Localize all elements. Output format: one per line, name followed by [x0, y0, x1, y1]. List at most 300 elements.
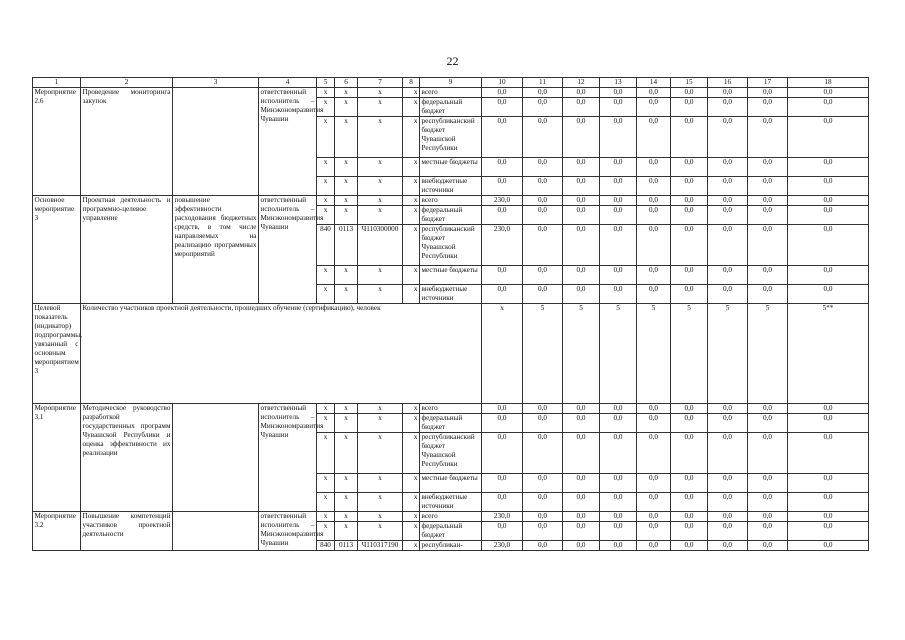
amount-cell: 0,0	[600, 474, 637, 493]
financing-source: внебюджетные источники	[420, 285, 482, 304]
budget-code: x	[317, 266, 335, 285]
financing-source: всего	[420, 512, 482, 522]
amount-cell: 0,0	[563, 225, 600, 266]
amount-cell: 0,0	[523, 225, 563, 266]
budget-code: x	[358, 512, 403, 522]
amount-cell: 0,0	[671, 512, 708, 522]
budget-code: x	[358, 433, 403, 474]
amount-cell: 0,0	[600, 206, 637, 225]
amount-cell: 0,0	[637, 285, 671, 304]
amount-cell: 0,0	[788, 225, 869, 266]
amount-cell: 0,0	[523, 117, 563, 158]
amount-cell: 0,0	[708, 196, 748, 206]
column-number: 17	[748, 78, 788, 88]
budget-code: x	[335, 206, 358, 225]
amount-cell: 0,0	[637, 206, 671, 225]
amount-cell: 0,0	[671, 158, 708, 177]
amount-cell: 0,0	[563, 158, 600, 177]
indicator-row	[33, 304, 869, 404]
budget-code: x	[403, 474, 420, 493]
amount-cell: 0,0	[637, 158, 671, 177]
budget-code: x	[403, 493, 420, 512]
budget-code: 840	[317, 225, 335, 266]
budget-code: x	[335, 88, 358, 98]
amount-cell: 0,0	[637, 88, 671, 98]
amount-cell: 0,0	[708, 206, 748, 225]
amount-cell: 0,0	[600, 285, 637, 304]
measure-executor: ответственный исполнитель – Минэкономразвития Чувашии	[259, 196, 317, 304]
financing-source: всего	[420, 404, 482, 414]
amount-cell: 0,0	[671, 177, 708, 196]
amount-cell: 0,0	[563, 522, 600, 541]
amount-cell: 230,0	[482, 512, 523, 522]
budget-code: x	[335, 177, 358, 196]
budget-code: x	[403, 158, 420, 177]
budget-code: x	[335, 196, 358, 206]
budget-code: x	[403, 88, 420, 98]
amount-cell: 0,0	[482, 206, 523, 225]
column-number: 6	[335, 78, 358, 88]
amount-cell: 0,0	[748, 541, 788, 551]
budget-code: x	[317, 433, 335, 474]
amount-cell: 0,0	[708, 493, 748, 512]
budget-code: x	[335, 117, 358, 158]
budget-code: x	[403, 512, 420, 522]
amount-cell: 0,0	[708, 522, 748, 541]
table-row	[33, 196, 869, 206]
amount-cell: 0,0	[523, 206, 563, 225]
amount-cell: 0,0	[600, 158, 637, 177]
financing-source: федеральный бюджет	[420, 522, 482, 541]
budget-code: x	[403, 266, 420, 285]
amount-cell: 0,0	[482, 117, 523, 158]
budget-code: x	[358, 88, 403, 98]
budget-code: x	[317, 206, 335, 225]
amount-cell: 0,0	[523, 512, 563, 522]
amount-cell: 0,0	[523, 404, 563, 414]
amount-cell: 0,0	[600, 404, 637, 414]
budget-code: x	[403, 433, 420, 474]
amount-cell: 0,0	[671, 414, 708, 433]
amount-cell: 0,0	[563, 414, 600, 433]
amount-cell: 0,0	[637, 493, 671, 512]
budget-code: x	[358, 404, 403, 414]
amount-cell: 0,0	[563, 493, 600, 512]
amount-cell: 0,0	[482, 474, 523, 493]
budget-code: x	[403, 98, 420, 117]
amount-cell: 0,0	[671, 196, 708, 206]
budget-code: x	[358, 196, 403, 206]
financing-source: местные бюджеты	[420, 266, 482, 285]
budget-code: x	[335, 285, 358, 304]
column-number: 2	[81, 78, 173, 88]
budget-code: x	[317, 88, 335, 98]
column-number: 9	[420, 78, 482, 88]
budget-code: 0113	[335, 541, 358, 551]
amount-cell: 0,0	[748, 433, 788, 474]
amount-cell: 0,0	[748, 225, 788, 266]
amount-cell: 0,0	[637, 414, 671, 433]
amount-cell: 0,0	[637, 433, 671, 474]
amount-cell: 0,0	[708, 117, 748, 158]
measure-executor: ответственный исполнитель – Минэкономразвития Чувашии	[259, 88, 317, 196]
budget-code: x	[403, 225, 420, 266]
amount-cell: 0,0	[671, 474, 708, 493]
amount-cell: 0,0	[788, 433, 869, 474]
amount-cell: 0,0	[748, 414, 788, 433]
amount-cell: 0,0	[600, 225, 637, 266]
column-number: 18	[788, 78, 869, 88]
budget-code: x	[335, 98, 358, 117]
amount-cell: 230,0	[482, 541, 523, 551]
amount-cell: 230,0	[482, 196, 523, 206]
budget-code: x	[317, 196, 335, 206]
amount-cell: 0,0	[600, 98, 637, 117]
amount-cell: 0,0	[523, 266, 563, 285]
amount-cell: 0,0	[788, 522, 869, 541]
column-number: 16	[708, 78, 748, 88]
amount-cell: 0,0	[637, 541, 671, 551]
amount-cell: 0,0	[563, 98, 600, 117]
financing-source: местные бюджеты	[420, 474, 482, 493]
amount-cell: 0,0	[708, 474, 748, 493]
amount-cell: 0,0	[748, 285, 788, 304]
measure-label: Мероприятие 3.1	[33, 404, 81, 512]
column-number: 8	[403, 78, 420, 88]
amount-cell: 0,0	[637, 404, 671, 414]
budget-code: x	[317, 512, 335, 522]
column-number: 13	[600, 78, 637, 88]
amount-cell: 0,0	[523, 196, 563, 206]
amount-cell: 0,0	[523, 414, 563, 433]
amount-cell: 0,0	[788, 474, 869, 493]
amount-cell: 0,0	[523, 474, 563, 493]
financing-source: республикан-	[420, 541, 482, 551]
amount-cell: 0,0	[523, 158, 563, 177]
amount-cell: 0,0	[600, 196, 637, 206]
amount-cell: 0,0	[563, 512, 600, 522]
budget-code: x	[317, 177, 335, 196]
column-number: 1	[33, 78, 81, 88]
amount-cell: 0,0	[788, 98, 869, 117]
budget-code: x	[335, 158, 358, 177]
amount-cell: 0,0	[671, 266, 708, 285]
amount-cell: 0,0	[482, 285, 523, 304]
amount-cell: 0,0	[600, 522, 637, 541]
amount-cell: 0,0	[671, 117, 708, 158]
amount-cell: 0,0	[748, 522, 788, 541]
amount-cell: 0,0	[748, 404, 788, 414]
amount-cell: 0,0	[748, 177, 788, 196]
amount-cell: 0,0	[600, 493, 637, 512]
budget-code: x	[358, 117, 403, 158]
table-row	[33, 88, 869, 98]
budget-code: x	[358, 285, 403, 304]
amount-cell: 0,0	[708, 266, 748, 285]
budget-code: x	[403, 404, 420, 414]
amount-cell: 0,0	[482, 177, 523, 196]
indicator-value: 5	[637, 304, 671, 404]
amount-cell: 0,0	[708, 512, 748, 522]
amount-cell: 0,0	[482, 493, 523, 512]
measure-result	[173, 88, 259, 196]
indicator-value: 5	[563, 304, 600, 404]
amount-cell: 0,0	[637, 177, 671, 196]
budget-code: x	[335, 404, 358, 414]
amount-cell: 0,0	[482, 433, 523, 474]
budget-code: x	[317, 522, 335, 541]
column-number: 15	[671, 78, 708, 88]
amount-cell: 230,0	[482, 225, 523, 266]
amount-cell: 0,0	[482, 88, 523, 98]
amount-cell: 0,0	[563, 196, 600, 206]
amount-cell: 0,0	[788, 493, 869, 512]
indicator-label: Целевой показатель (индикатор) подпрограммы, увязанный с основным мероприятием 3	[33, 304, 81, 404]
amount-cell: 0,0	[708, 285, 748, 304]
budget-code: x	[403, 522, 420, 541]
amount-cell: 0,0	[788, 158, 869, 177]
amount-cell: 0,0	[600, 541, 637, 551]
page-number: 22	[446, 54, 459, 68]
amount-cell: 0,0	[637, 266, 671, 285]
measure-label: Мероприятие 3.2	[33, 512, 81, 551]
amount-cell: 0,0	[748, 88, 788, 98]
budget-code: x	[358, 522, 403, 541]
amount-cell: 0,0	[600, 433, 637, 474]
budget-code: x	[403, 177, 420, 196]
amount-cell: 0,0	[600, 88, 637, 98]
financing-source: внебюджетные источники	[420, 177, 482, 196]
amount-cell: 0,0	[748, 474, 788, 493]
amount-cell: 0,0	[637, 98, 671, 117]
amount-cell: 0,0	[671, 88, 708, 98]
amount-cell: 0,0	[671, 98, 708, 117]
indicator-value: 5**	[788, 304, 869, 404]
amount-cell: 0,0	[523, 88, 563, 98]
amount-cell: 0,0	[708, 177, 748, 196]
budget-code: x	[335, 433, 358, 474]
column-number: 11	[523, 78, 563, 88]
budget-code: x	[317, 98, 335, 117]
budget-code: Ч110317190	[358, 541, 403, 551]
measure-result: повышение эффективности расходования бюджетных средств, в том числе направляемых на реализацию программных мероприятий	[173, 196, 259, 304]
amount-cell: 0,0	[523, 433, 563, 474]
budget-table	[32, 77, 869, 551]
budget-code: 840	[317, 541, 335, 551]
amount-cell: 0,0	[671, 541, 708, 551]
financing-source: федеральный бюджет	[420, 206, 482, 225]
amount-cell: 0,0	[637, 512, 671, 522]
budget-code: x	[317, 285, 335, 304]
budget-code: x	[403, 541, 420, 551]
amount-cell: 0,0	[708, 225, 748, 266]
amount-cell: 0,0	[523, 493, 563, 512]
budget-code: x	[358, 493, 403, 512]
amount-cell: 0,0	[563, 474, 600, 493]
indicator-value: 5	[523, 304, 563, 404]
column-number: 7	[358, 78, 403, 88]
amount-cell: 0,0	[563, 117, 600, 158]
amount-cell: 0,0	[637, 474, 671, 493]
header-row	[33, 78, 869, 88]
budget-code: x	[358, 177, 403, 196]
financing-source: федеральный бюджет	[420, 98, 482, 117]
budget-code: x	[358, 414, 403, 433]
indicator-mark: x	[482, 304, 523, 404]
budget-code: x	[358, 98, 403, 117]
table-row	[33, 512, 869, 522]
amount-cell: 0,0	[788, 117, 869, 158]
financing-source: республиканский бюджет Чувашской Республики	[420, 225, 482, 266]
budget-code: x	[335, 493, 358, 512]
amount-cell: 0,0	[671, 433, 708, 474]
financing-source: всего	[420, 196, 482, 206]
budget-code: x	[317, 404, 335, 414]
amount-cell: 0,0	[708, 88, 748, 98]
amount-cell: 0,0	[563, 266, 600, 285]
budget-code: x	[358, 266, 403, 285]
budget-code: x	[335, 474, 358, 493]
amount-cell: 0,0	[482, 404, 523, 414]
column-number: 4	[259, 78, 317, 88]
amount-cell: 0,0	[563, 285, 600, 304]
budget-code: x	[335, 414, 358, 433]
indicator-value: 5	[748, 304, 788, 404]
budget-code: 0113	[335, 225, 358, 266]
amount-cell: 0,0	[563, 177, 600, 196]
measure-label: Мероприятие 2.6	[33, 88, 81, 196]
amount-cell: 0,0	[637, 225, 671, 266]
amount-cell: 0,0	[523, 98, 563, 117]
measure-name: Проведение мониторинга закупок	[81, 88, 173, 196]
measure-executor: ответственный исполнитель – Минэкономразвития Чувашии	[259, 404, 317, 512]
amount-cell: 0,0	[563, 433, 600, 474]
amount-cell: 0,0	[482, 266, 523, 285]
amount-cell: 0,0	[748, 117, 788, 158]
amount-cell: 0,0	[788, 404, 869, 414]
column-number: 5	[317, 78, 335, 88]
amount-cell: 0,0	[523, 285, 563, 304]
amount-cell: 0,0	[671, 522, 708, 541]
amount-cell: 0,0	[748, 98, 788, 117]
amount-cell: 0,0	[788, 196, 869, 206]
amount-cell: 0,0	[600, 177, 637, 196]
measure-result	[173, 512, 259, 551]
amount-cell: 0,0	[563, 206, 600, 225]
amount-cell: 0,0	[788, 541, 869, 551]
budget-code: x	[317, 117, 335, 158]
amount-cell: 0,0	[708, 414, 748, 433]
budget-code: x	[403, 117, 420, 158]
amount-cell: 0,0	[788, 512, 869, 522]
amount-cell: 0,0	[748, 493, 788, 512]
amount-cell: 0,0	[671, 206, 708, 225]
measure-name: Повышение компетенций участников проектной деятельности	[81, 512, 173, 551]
budget-code: x	[317, 474, 335, 493]
table-row	[33, 404, 869, 414]
amount-cell: 0,0	[748, 196, 788, 206]
column-number: 12	[563, 78, 600, 88]
budget-code: x	[403, 206, 420, 225]
amount-cell: 0,0	[637, 522, 671, 541]
amount-cell: 0,0	[523, 541, 563, 551]
amount-cell: 0,0	[788, 206, 869, 225]
amount-cell: 0,0	[788, 177, 869, 196]
amount-cell: 0,0	[600, 512, 637, 522]
amount-cell: 0,0	[482, 522, 523, 541]
amount-cell: 0,0	[563, 88, 600, 98]
amount-cell: 0,0	[563, 404, 600, 414]
amount-cell: 0,0	[482, 98, 523, 117]
amount-cell: 0,0	[788, 414, 869, 433]
amount-cell: 0,0	[482, 414, 523, 433]
amount-cell: 0,0	[748, 512, 788, 522]
measure-name: Проектная деятельность и программно-целевое управление	[81, 196, 173, 304]
amount-cell: 0,0	[708, 433, 748, 474]
amount-cell: 0,0	[600, 266, 637, 285]
budget-code: x	[403, 285, 420, 304]
measure-result	[173, 404, 259, 512]
indicator-text: Количество участников проектной деятельности, прошедших обучение (сертификацию), человек	[81, 304, 482, 404]
amount-cell: 0,0	[600, 117, 637, 158]
amount-cell: 0,0	[708, 158, 748, 177]
amount-cell: 0,0	[708, 98, 748, 117]
amount-cell: 0,0	[748, 206, 788, 225]
budget-code: x	[358, 474, 403, 493]
amount-cell: 0,0	[748, 266, 788, 285]
amount-cell: 0,0	[563, 541, 600, 551]
amount-cell: 0,0	[637, 196, 671, 206]
budget-code: x	[358, 158, 403, 177]
amount-cell: 0,0	[708, 404, 748, 414]
financing-source: местные бюджеты	[420, 158, 482, 177]
budget-code: x	[358, 206, 403, 225]
amount-cell: 0,0	[671, 404, 708, 414]
financing-source: республиканский бюджет Чувашской Республики	[420, 117, 482, 158]
financing-source: федеральный бюджет	[420, 414, 482, 433]
financing-source: республиканский бюджет Чувашской Республики	[420, 433, 482, 474]
budget-code: x	[403, 196, 420, 206]
amount-cell: 0,0	[523, 522, 563, 541]
amount-cell: 0,0	[482, 158, 523, 177]
budget-code: x	[317, 414, 335, 433]
budget-code: Ч110300000	[358, 225, 403, 266]
budget-code: x	[335, 512, 358, 522]
amount-cell: 0,0	[671, 225, 708, 266]
budget-code: x	[317, 158, 335, 177]
amount-cell: 0,0	[637, 117, 671, 158]
measure-name: Методическое руководство разработкой государственных программ Чувашской Республики и оценка эффективности их реализации	[81, 404, 173, 512]
amount-cell: 0,0	[788, 266, 869, 285]
indicator-value: 5	[600, 304, 637, 404]
budget-code: x	[317, 493, 335, 512]
amount-cell: 0,0	[523, 177, 563, 196]
amount-cell: 0,0	[748, 158, 788, 177]
amount-cell: 0,0	[600, 414, 637, 433]
budget-code: x	[403, 414, 420, 433]
column-number: 3	[173, 78, 259, 88]
measure-label: Основное мероприятие 3	[33, 196, 81, 304]
column-number: 10	[482, 78, 523, 88]
amount-cell: 0,0	[708, 541, 748, 551]
indicator-value: 5	[708, 304, 748, 404]
column-number: 14	[637, 78, 671, 88]
financing-source: внебюджетные источники	[420, 493, 482, 512]
financing-source: всего	[420, 88, 482, 98]
budget-code: x	[335, 266, 358, 285]
amount-cell: 0,0	[788, 88, 869, 98]
amount-cell: 0,0	[671, 285, 708, 304]
